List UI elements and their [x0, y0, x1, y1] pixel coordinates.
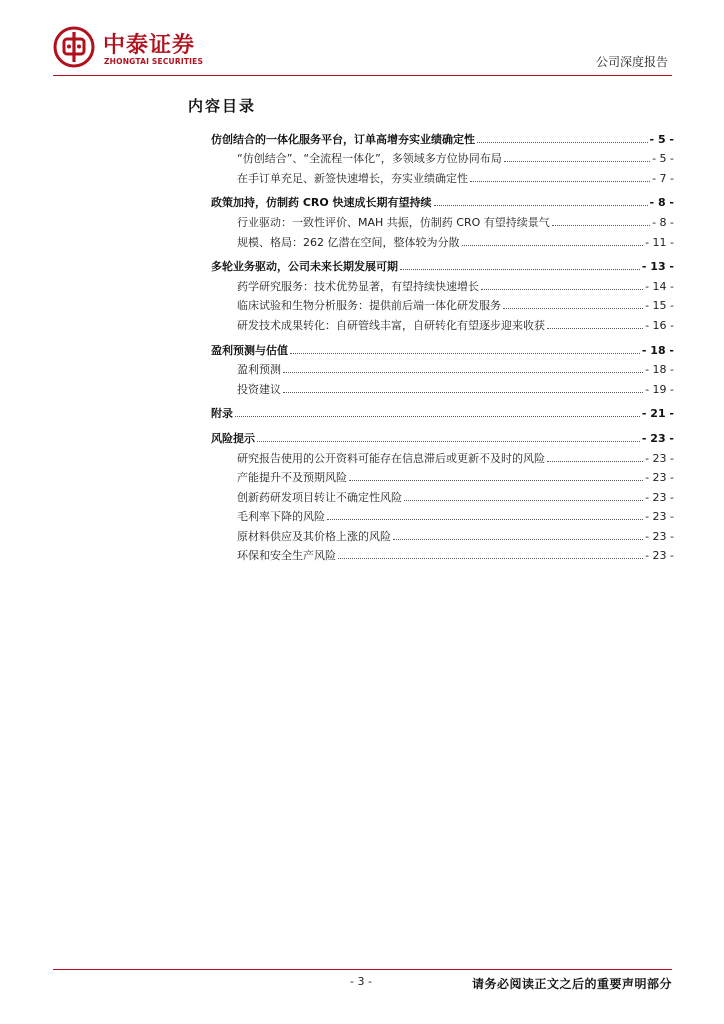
brand-logo [53, 26, 223, 72]
toc-subsection-entry[interactable] [211, 229, 674, 249]
toc-entry-page: - 18 - [641, 343, 674, 357]
toc-entry-page: - 23 - [645, 529, 674, 543]
toc-entry-title: 风险提示 [211, 431, 255, 445]
toc-entry-title: 研究报告使用的公开资料可能存在信息滞后或更新不及时的风险 [237, 451, 545, 465]
toc-subsection-entry[interactable] [211, 357, 674, 377]
toc-entry-title: 研发技术成果转化：自研管线丰富，自研转化有望逐步迎来收获 [237, 318, 545, 332]
toc-entry-title: 产能提升不及预期风险 [237, 471, 347, 485]
toc-entry-title: 毛利率下降的风险 [237, 510, 325, 524]
toc-entry-title: 政策加持，仿制药 CRO 快速成长期有望持续 [211, 196, 432, 210]
toc-entry-title: 盈利预测与估值 [211, 343, 288, 357]
toc-subsection-entry[interactable] [211, 293, 674, 313]
toc-dot-leader [349, 480, 643, 481]
toc-entry-title: 多轮业务驱动，公司未来长期发展可期 [211, 260, 398, 274]
toc-subsection-entry[interactable] [211, 484, 674, 504]
table-of-contents [211, 126, 674, 562]
toc-subsection-entry[interactable] [211, 209, 674, 229]
toc-section-entry[interactable] [211, 401, 674, 421]
toc-entry-title: 原材料供应及其价格上涨的风险 [237, 529, 391, 543]
toc-entry-page: - 14 - [645, 279, 674, 293]
toc-subsection-entry[interactable] [211, 146, 674, 166]
toc-entry-title: 药学研究服务：技术优势显著，有望持续快速增长 [237, 279, 479, 293]
toc-dot-leader [552, 225, 650, 226]
toc-entry-page: - 21 - [641, 407, 674, 421]
toc-subsection-entry[interactable] [211, 504, 674, 524]
toc-entry-page: - 23 - [645, 510, 674, 524]
toc-subsection-entry[interactable] [211, 543, 674, 563]
toc-entry-title: 在手订单充足、新签快速增长，夯实业绩确定性 [237, 171, 468, 185]
toc-entry-page: - 8 - [652, 215, 674, 229]
toc-dot-leader [283, 392, 643, 393]
toc-dot-leader [393, 539, 643, 540]
toc-subsection-entry[interactable] [211, 273, 674, 293]
document-type: 公司深度报告 [595, 55, 668, 69]
toc-entry-page: - 5 - [649, 132, 674, 146]
toc-dot-leader [257, 441, 640, 442]
toc-dot-leader [547, 328, 643, 329]
toc-entry-page: - 5 - [652, 152, 674, 166]
disclaimer-notice: 请务必阅读正文之后的重要声明部分 [471, 977, 672, 991]
toc-subsection-entry[interactable] [211, 312, 674, 332]
toc-dot-leader [462, 245, 644, 246]
brand-name-cn: 中泰证券 [103, 33, 196, 58]
toc-entry-page: - 7 - [652, 171, 674, 185]
toc-entry-page: - 18 - [645, 363, 674, 377]
toc-entry-title: 规模、格局：262 亿潜在空间，整体较为分散 [237, 235, 460, 249]
footer-divider [53, 969, 672, 970]
toc-dot-leader [235, 416, 640, 417]
page-number: - 3 - [350, 975, 372, 988]
toc-entry-title: 创新药研发项目转让不确定性风险 [237, 490, 402, 504]
toc-entry-page: - 11 - [645, 235, 674, 249]
toc-entry-title: 环保和安全生产风险 [237, 549, 336, 563]
toc-dot-leader [338, 558, 643, 559]
toc-subsection-entry[interactable] [211, 376, 674, 396]
toc-section-entry[interactable] [211, 425, 674, 445]
toc-entry-page: - 23 - [645, 490, 674, 504]
toc-entry-page: - 23 - [641, 431, 674, 445]
toc-entry-page: - 8 - [649, 196, 674, 210]
toc-dot-leader [290, 353, 640, 354]
toc-dot-leader [400, 269, 640, 270]
toc-entry-title: 盈利预测 [237, 363, 281, 377]
toc-dot-leader [547, 461, 643, 462]
toc-section-entry[interactable] [211, 126, 674, 146]
toc-entry-page: - 19 - [645, 382, 674, 396]
toc-subsection-entry[interactable] [211, 445, 674, 465]
toc-dot-leader [283, 372, 643, 373]
brand-name-en: ZHONGTAI SECURITIES [104, 57, 204, 66]
toc-entry-page: - 16 - [645, 318, 674, 332]
toc-dot-leader [404, 500, 643, 501]
toc-dot-leader [481, 289, 643, 290]
toc-entry-page: - 23 - [645, 471, 674, 485]
toc-section-entry[interactable] [211, 190, 674, 210]
toc-entry-page: - 13 - [641, 260, 674, 274]
toc-entry-title: 附录 [211, 407, 233, 421]
toc-dot-leader [504, 161, 650, 162]
zhongtai-logo-icon [53, 26, 95, 68]
toc-title: 内容目录 [188, 97, 257, 115]
toc-section-entry[interactable] [211, 254, 674, 274]
toc-entry-title: “仿创结合”、“全流程一体化”，多领域多方位协同布局 [237, 152, 502, 166]
toc-section-entry[interactable] [211, 337, 674, 357]
toc-dot-leader [434, 205, 648, 206]
toc-entry-title: 仿创结合的一体化服务平台，订单高增夯实业绩确定性 [211, 132, 475, 146]
toc-subsection-entry[interactable] [211, 523, 674, 543]
header-divider [53, 75, 672, 76]
toc-entry-page: - 15 - [645, 299, 674, 313]
toc-entry-page: - 23 - [645, 451, 674, 465]
toc-entry-page: - 23 - [645, 549, 674, 563]
toc-dot-leader [470, 181, 650, 182]
toc-dot-leader [503, 308, 643, 309]
toc-entry-title: 投资建议 [237, 382, 281, 396]
toc-subsection-entry[interactable] [211, 165, 674, 185]
toc-subsection-entry[interactable] [211, 465, 674, 485]
toc-entry-title: 临床试验和生物分析服务：提供前后端一体化研发服务 [237, 299, 501, 313]
toc-entry-title: 行业驱动：一致性评价、MAH 共振，仿制药 CRO 有望持续景气 [237, 215, 550, 229]
page-header [0, 0, 724, 80]
toc-dot-leader [327, 519, 643, 520]
toc-dot-leader [477, 142, 648, 143]
